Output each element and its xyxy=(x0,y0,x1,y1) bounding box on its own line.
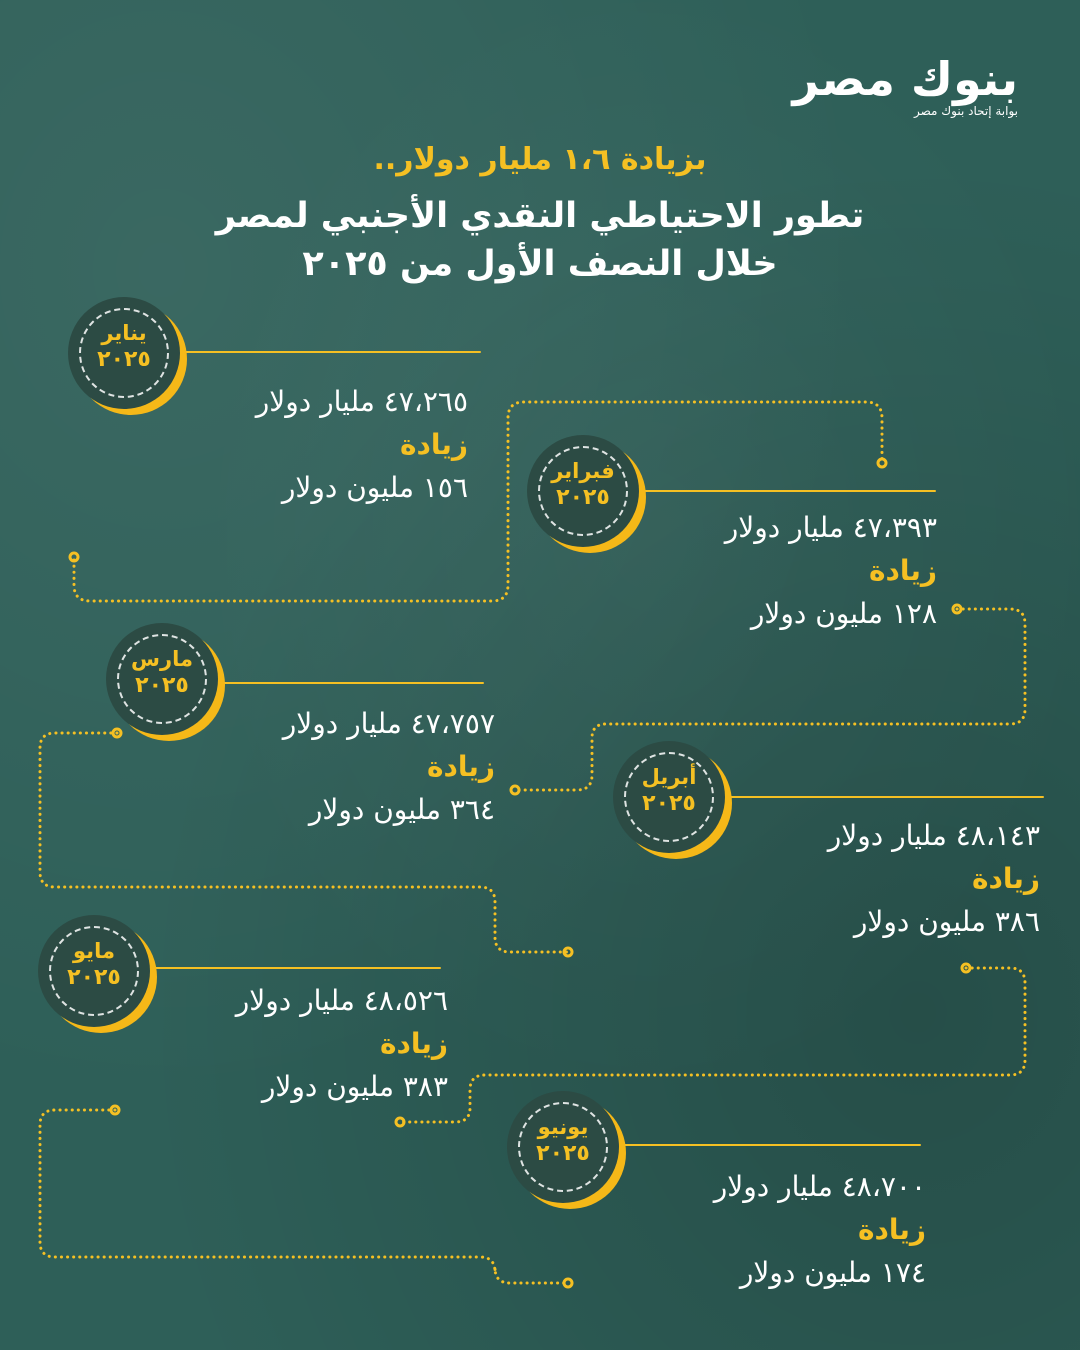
month-year: ٢٠٢٥ xyxy=(536,1141,590,1166)
increase-value: ١٧٤ مليون دولار xyxy=(739,1256,926,1289)
increase-label: زيادة xyxy=(857,1213,926,1246)
connector-end-dot xyxy=(878,459,886,467)
increase-label: زيادة xyxy=(868,554,937,587)
connector-path xyxy=(400,968,1025,1122)
month-name: أبريل xyxy=(641,765,697,789)
month-name: فبراير xyxy=(551,459,615,483)
month-badge-may xyxy=(38,915,150,1027)
month-stats-may xyxy=(236,979,448,1108)
connector-end-dot xyxy=(564,948,572,956)
month-year: ٢٠٢٥ xyxy=(135,673,189,698)
increase-value: ١٥٦ مليون دولار xyxy=(281,471,468,504)
increase-value: ٣٨٣ مليون دولار xyxy=(261,1070,448,1103)
month-badge-january xyxy=(68,297,180,409)
logo-name: بنوك مصر xyxy=(792,52,1018,106)
month-stats-february xyxy=(725,506,937,635)
increase-value: ٣٦٤ مليون دولار xyxy=(308,793,495,826)
increase-label: زيادة xyxy=(971,862,1040,895)
page-title-line-1: تطور الاحتياطي النقدي الأجنبي لمصر xyxy=(215,196,865,236)
page-title-line-2: خلال النصف الأول من ٢٠٢٥ xyxy=(302,244,778,284)
month-name: يناير xyxy=(101,321,147,345)
reserve-value: ٤٨،٧٠٠ مليار دولار xyxy=(713,1170,926,1203)
increase-label: زيادة xyxy=(379,1027,448,1060)
connector-end-dot xyxy=(511,786,519,794)
connector-path xyxy=(40,1110,568,1283)
connector-end-dot xyxy=(564,1279,572,1287)
month-stats-january xyxy=(256,380,468,509)
connector-path xyxy=(515,609,1025,790)
month-year: ٢٠٢٥ xyxy=(67,965,121,990)
increase-value: ١٢٨ مليون دولار xyxy=(750,597,937,630)
brand-logo xyxy=(792,52,1019,118)
headline-kicker: بزيادة ١،٦ مليار دولار.. xyxy=(373,142,707,177)
month-name: مارس xyxy=(131,647,193,671)
month-stats-april xyxy=(828,814,1040,943)
month-year: ٢٠٢٥ xyxy=(556,485,610,510)
reserve-value: ٤٧،٧٥٧ مليار دولار xyxy=(282,707,495,740)
month-name: يونيو xyxy=(537,1115,589,1139)
month-year: ٢٠٢٥ xyxy=(97,347,151,372)
month-badge-june xyxy=(507,1091,619,1203)
reserve-value: ٤٨،٥٢٦ مليار دولار xyxy=(235,984,448,1017)
reserve-value: ٤٧،٢٦٥ مليار دولار xyxy=(255,385,468,418)
logo-tagline: بوابة إتحاد بنوك مصر xyxy=(913,104,1018,118)
connector-end-dot xyxy=(70,553,78,561)
increase-label: زيادة xyxy=(426,750,495,783)
increase-label: زيادة xyxy=(399,428,468,461)
increase-value: ٣٨٦ مليون دولار xyxy=(853,905,1040,938)
month-badge-march xyxy=(106,623,218,735)
reserve-value: ٤٧،٣٩٣ مليار دولار xyxy=(724,511,937,544)
month-year: ٢٠٢٥ xyxy=(642,791,696,816)
month-name: مايو xyxy=(73,939,115,963)
month-stats-june xyxy=(714,1165,926,1294)
month-stats-march xyxy=(283,702,495,831)
month-badge-april xyxy=(613,741,725,853)
reserve-value: ٤٨،١٤٣ مليار دولار xyxy=(827,819,1040,852)
month-badge-february xyxy=(527,435,639,547)
connector-end-dot xyxy=(396,1118,404,1126)
